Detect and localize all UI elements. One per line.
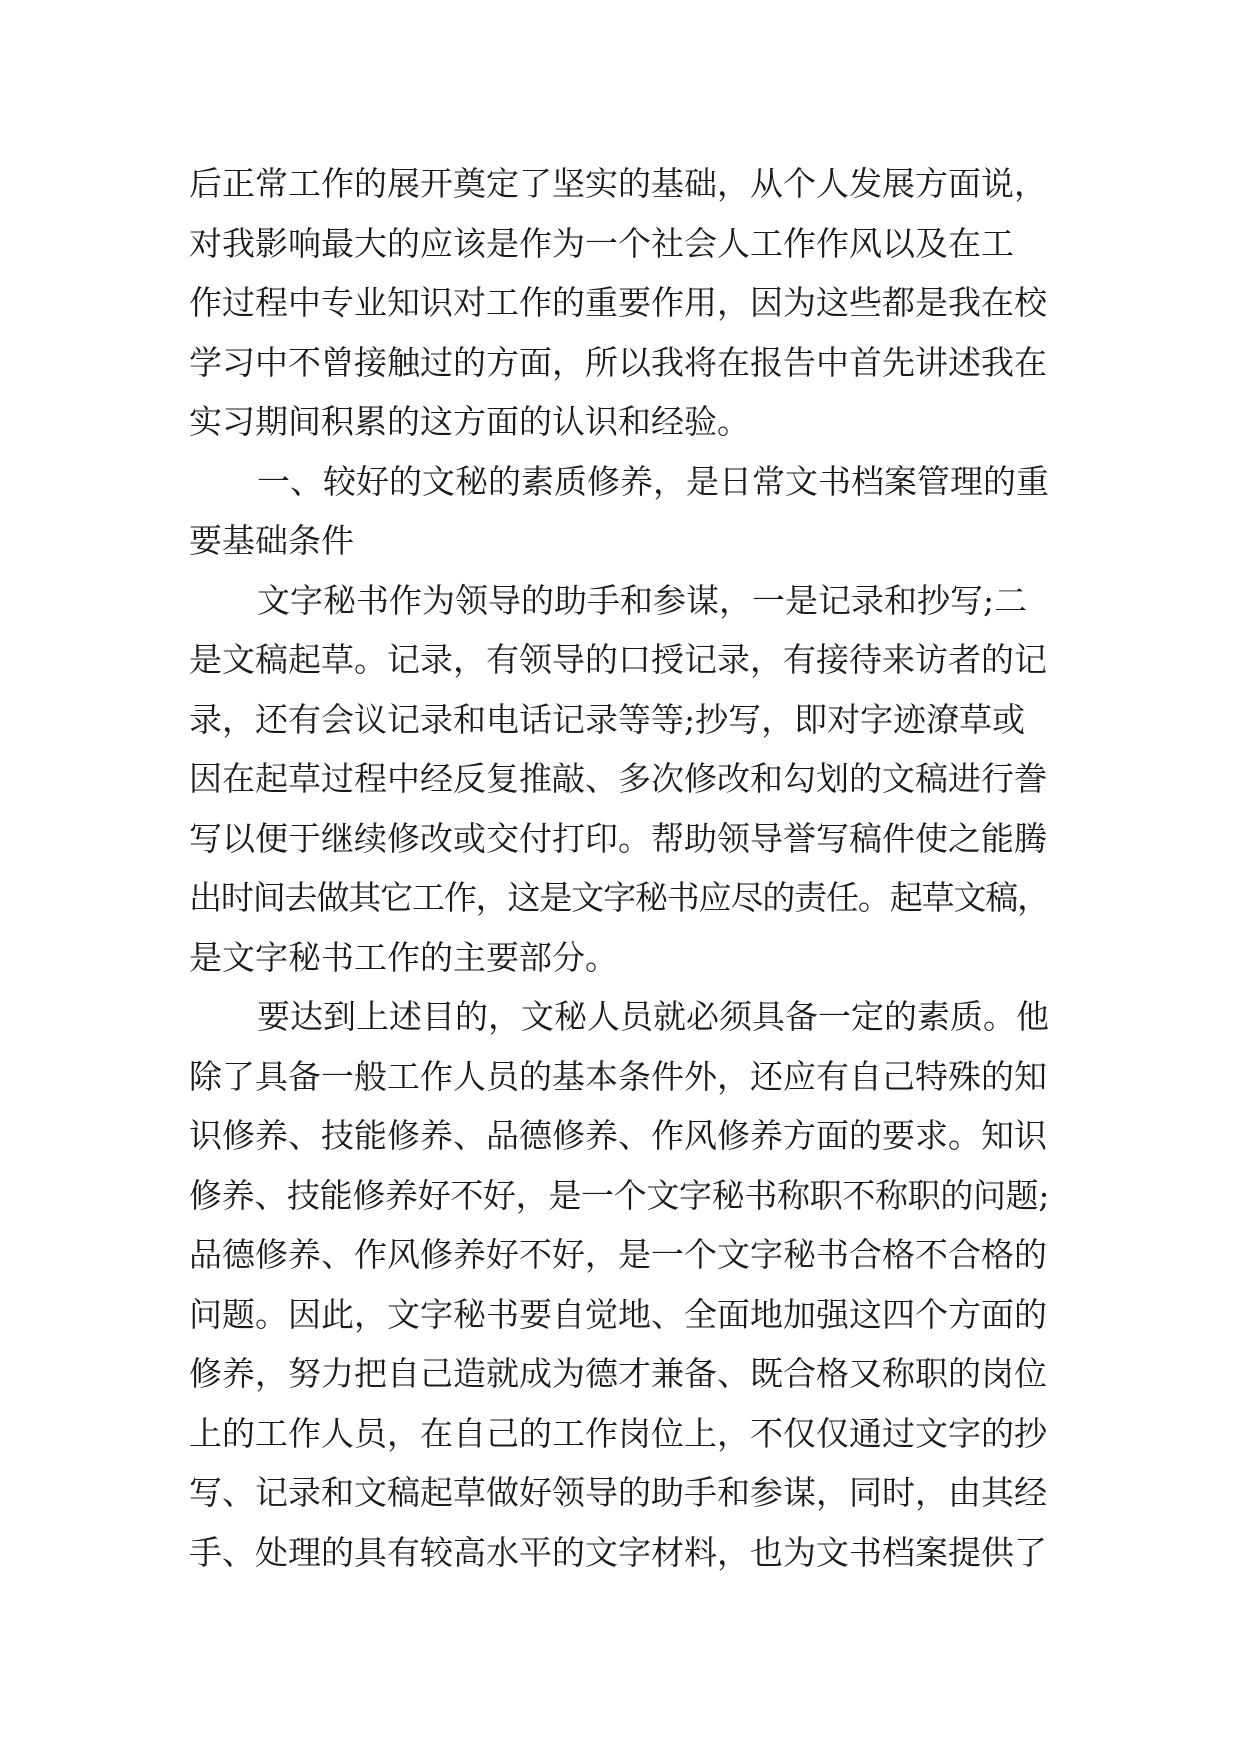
text-line: 修养、技能修养好不好，是一个文字秘书称职不称职的问题; [189,1175,1050,1215]
text-line: 识修养、技能修养、品德修养、作风修养方面的要求。知识 [189,1116,1047,1155]
text-line: 学习中不曾接触过的方面，所以我将在报告中首先讲述我在 [189,342,1047,382]
text-line: 上的工作人员，在自己的工作岗位上，不仅仅通过文字的抄 [189,1413,1047,1453]
text-line: 实习期间积累的这方面的认识和经验。 [189,402,750,441]
body-text [189,154,1049,1582]
section-heading-line: 一、较好的文秘的素质修养，是日常文书档案管理的重 [257,461,1049,501]
text-line: 对我影响最大的应该是作为一个社会人工作作风以及在工 [189,223,1014,263]
text-line: 修养，努力把自己造就成为德才兼备、既合格又称职的岗位 [189,1354,1047,1393]
text-line: 后正常工作的展开奠定了坚实的基础，从个人发展方面说， [189,164,1047,203]
text-line: 出时间去做其它工作，这是文字秘书应尽的责任。起草文稿， [189,878,1049,917]
text-line: 要达到上述目的，文秘人员就必须具备一定的素质。他 [257,997,1049,1036]
text-line: 是文字秘书工作的主要部分。 [189,937,618,977]
text-line: 除了具备一般工作人员的基本条件外，还应有自己特殊的知 [189,1056,1047,1096]
text-line: 是文稿起草。记录，有领导的口授记录，有接待来访者的记 [189,640,1047,679]
text-line: 作过程中专业知识对工作的重要作用，因为这些都是我在校 [189,283,1047,322]
text-line: 写以便于继续修改或交付打印。帮助领导誉写稿件使之能腾 [189,818,1047,858]
text-line: 文字秘书作为领导的助手和参谋，一是记录和抄写;二 [257,580,1028,620]
text-line: 写、记录和文稿起草做好领导的助手和参谋，同时，由其经 [189,1473,1047,1512]
text-line: 问题。因此，文字秘书要自觉地、全面地加强这四个方面的 [189,1294,1047,1334]
text-line: 品德修养、作风修养好不好，是一个文字秘书合格不合格的 [189,1235,1047,1274]
section-heading-line: 要基础条件 [189,521,354,560]
text-line: 录，还有会议记录和电话记录等等;抄写，即对字迹潦草或 [189,699,1026,739]
text-line: 因在起草过程中经反复推敲、多次修改和勾划的文稿进行誊 [189,759,1047,798]
text-line: 手、处理的具有较高水平的文字材料，也为文书档案提供了 [189,1532,1047,1572]
